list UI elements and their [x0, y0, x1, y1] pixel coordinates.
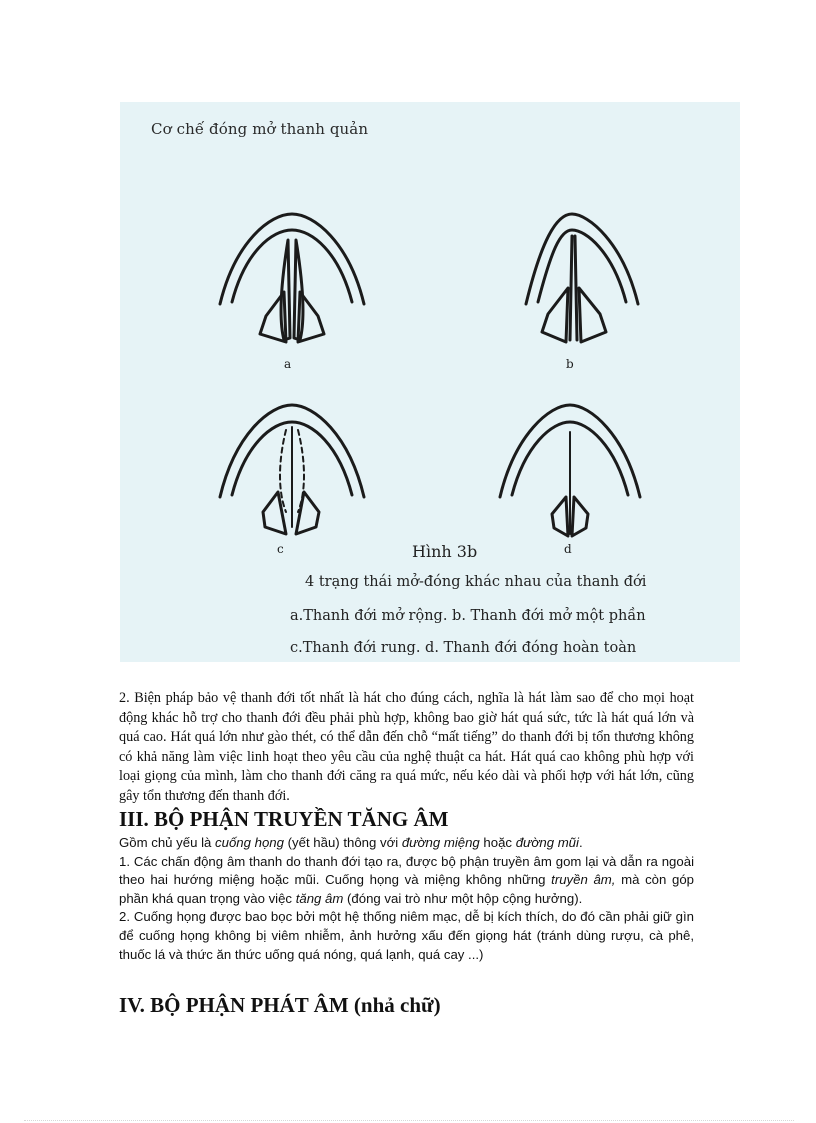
heading-section-4: IV. BỘ PHẬN PHÁT ÂM (nhả chữ) [119, 993, 441, 1017]
caption-a-b: a.Thanh đới mở rộng. b. Thanh đới mở một phần [290, 608, 646, 624]
page-bottom-rule [24, 1120, 794, 1121]
panel-a-diagram [220, 214, 364, 342]
paragraph-protect-vocal-cords: 2. Biện pháp bảo vệ thanh đới tốt nhất là hát cho đúng cách, nghĩa là hát làm sao để cho mọi hoạt động khác hỗ trợ cho thanh đới đều phải phù hợp, không bao giờ hát quá sức, tức là hát quá lớn và quá cao. Hát quá lớn như gào thét, có thể dẫn đến chỗ “mất tiếng” do thanh đới bị tổn thương không có khả năng làm việc linh hoạt theo yêu cầu của nghệ thuật ca hát. Hát quá cao không phù hợp với loại giọng của mình, làm cho thanh đới căng ra quá mức, nếu kéo dài và phối hợp với hát lớn, cũng gây tổn thương đến thanh đới. [119, 690, 694, 804]
panel-label-b: b [566, 357, 574, 371]
section-3-item-2: 2. Cuống họng được bao bọc bởi một hệ thống niêm mạc, dễ bị kích thích, do đó cần phải giữ gìn để cuống họng không bị viêm nhiễm, ảnh hưởng xấu đến giọng hát (tránh dùng rượu, cà phê, thuốc lá và thức ăn thức uống quá nóng, quá lạnh, quá cay ...) [119, 909, 694, 962]
caption-c-d: c.Thanh đới rung. d. Thanh đới đóng hoàn toàn [290, 640, 637, 656]
larynx-figure [120, 102, 740, 662]
section-3-body [119, 834, 694, 964]
heading-section-3: III. BỘ PHẬN TRUYỀN TĂNG ÂM [119, 807, 449, 831]
figure-description: 4 trạng thái mở-đóng khác nhau của thanh đới [305, 574, 647, 590]
panel-label-a: a [284, 357, 292, 371]
panel-d-diagram [500, 405, 640, 536]
panel-label-c: c [277, 542, 284, 556]
section-3-item-1: 1. Các chấn động âm thanh do thanh đới tạo ra, được bộ phận truyền âm gom lại và dẫn ra ngoài theo hai hướng miệng hoặc mũi. Cuống họng và miệng không những truyền âm, mà còn góp phần khá quan trọng vào việc tăng âm (đóng vai trò như một hộp cộng hưởng). [119, 853, 694, 906]
panel-c-diagram [220, 405, 364, 534]
figure-number: Hình 3b [412, 542, 478, 561]
panel-b-diagram [526, 214, 638, 342]
panel-label-d: d [564, 542, 572, 556]
figure-title: Cơ chế đóng mở thanh quản [151, 120, 369, 138]
section-3-intro: Gồm chủ yếu là cuống họng (yết hầu) thông với đường miệng hoặc đường mũi. [119, 835, 583, 850]
